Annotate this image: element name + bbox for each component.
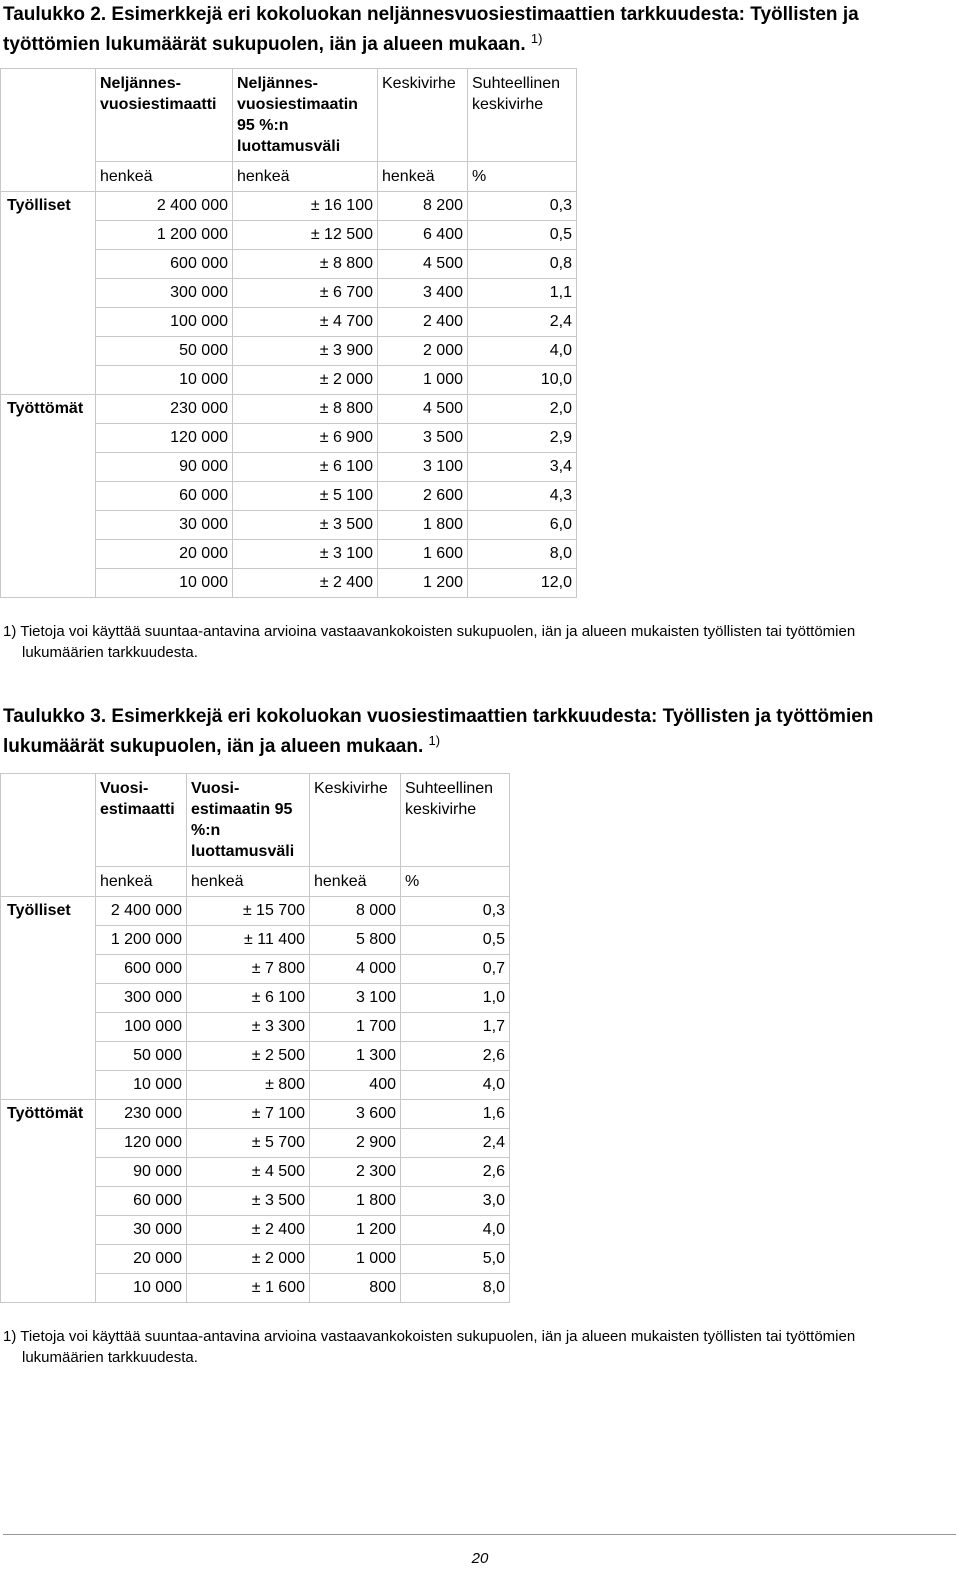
table2-cell: ± 4 700 — [233, 308, 378, 337]
table2-group-label-empty — [1, 482, 96, 511]
table2-group-label-empty — [1, 279, 96, 308]
table3-cell: 1 300 — [310, 1042, 401, 1071]
table2-cell: 0,8 — [468, 250, 577, 279]
table3-cell: 2 900 — [310, 1129, 401, 1158]
table3 — [0, 773, 510, 1303]
table3-header-corner — [1, 774, 96, 867]
table3-cell: ± 2 400 — [187, 1216, 310, 1245]
table3-cell: ± 1 600 — [187, 1274, 310, 1303]
table2-cell: ± 3 100 — [233, 540, 378, 569]
table3-cell: ± 15 700 — [187, 897, 310, 926]
table2-row — [1, 308, 577, 337]
table2-cell: 2,0 — [468, 395, 577, 424]
table3-cell: 5 800 — [310, 926, 401, 955]
table2-cell: 120 000 — [96, 424, 233, 453]
table3-row — [1, 1071, 510, 1100]
table3-cell: 1 800 — [310, 1187, 401, 1216]
table2-cell: ± 16 100 — [233, 192, 378, 221]
table2-cell: 1 800 — [378, 511, 468, 540]
table2-cell: 1,1 — [468, 279, 577, 308]
table3-header-2: Keskivirhe — [310, 774, 401, 867]
table3-group-label-empty — [1, 1245, 96, 1274]
table3-cell: 2 300 — [310, 1158, 401, 1187]
table2-group-label-empty — [1, 453, 96, 482]
table2-row — [1, 453, 577, 482]
table3-cell: 4,0 — [401, 1216, 510, 1245]
table2-cell: 2 000 — [378, 337, 468, 366]
table3-group-label-empty — [1, 984, 96, 1013]
table2-cell: 90 000 — [96, 453, 233, 482]
table2-footnote-line2: lukumäärien tarkkuudesta. — [22, 644, 198, 661]
table3-cell: 100 000 — [96, 1013, 187, 1042]
table3-cell: 50 000 — [96, 1042, 187, 1071]
table3-cell: ± 3 300 — [187, 1013, 310, 1042]
page-number: 20 — [471, 1550, 489, 1567]
table2-cell: 4 500 — [378, 250, 468, 279]
table3-cell: 10 000 — [96, 1274, 187, 1303]
table2-cell: 3 500 — [378, 424, 468, 453]
table2-cell: ± 5 100 — [233, 482, 378, 511]
table2-cell: 12,0 — [468, 569, 577, 598]
table3-cell: 3 600 — [310, 1100, 401, 1129]
table2-row — [1, 424, 577, 453]
table3-group-label-empty — [1, 955, 96, 984]
table3-cell: 800 — [310, 1274, 401, 1303]
table2-unit-0: henkeä — [96, 162, 233, 192]
table3-cell: 1 700 — [310, 1013, 401, 1042]
table3-row — [1, 897, 510, 926]
table3-unit-3: % — [401, 867, 510, 897]
table2 — [0, 68, 577, 598]
table2-cell: 3 400 — [378, 279, 468, 308]
table3-cell: 2,6 — [401, 1042, 510, 1071]
table2-cell: 100 000 — [96, 308, 233, 337]
table3-cell: 1,0 — [401, 984, 510, 1013]
table3-cell: ± 4 500 — [187, 1158, 310, 1187]
table3-group-label: Työlliset — [1, 897, 96, 926]
table2-cell: 6 400 — [378, 221, 468, 250]
table2-cell: 230 000 — [96, 395, 233, 424]
table3-unit-1: henkeä — [187, 867, 310, 897]
table2-group-label-empty — [1, 511, 96, 540]
table3-cell: 10 000 — [96, 1071, 187, 1100]
table2-cell: 8 200 — [378, 192, 468, 221]
table2-cell: ± 6 700 — [233, 279, 378, 308]
table2-header-2: Keskivirhe — [378, 69, 468, 162]
table3-cell: 1 200 000 — [96, 926, 187, 955]
table3-cell: ± 2 000 — [187, 1245, 310, 1274]
table3-cell: 2,4 — [401, 1129, 510, 1158]
table3-cell: ± 3 500 — [187, 1187, 310, 1216]
table2-cell: ± 6 100 — [233, 453, 378, 482]
table2-group-label-empty — [1, 221, 96, 250]
table2-caption-text: Taulukko 2. Esimerkkejä eri kokoluokan neljännesvuosiestimaattien tarkkuudesta: Työllisten ja työttömien lukumäärät sukupuolen, iän ja alueen mukaan. — [3, 4, 859, 55]
table3-row — [1, 1042, 510, 1071]
table3-cell: ± 7 800 — [187, 955, 310, 984]
table3-header-row — [1, 774, 510, 867]
table2-row — [1, 250, 577, 279]
footer-rule — [3, 1534, 956, 1535]
table2-row — [1, 482, 577, 511]
table3-cell: ± 800 — [187, 1071, 310, 1100]
table3-cell: ± 6 100 — [187, 984, 310, 1013]
table2-cell: ± 3 900 — [233, 337, 378, 366]
table3-cell: 60 000 — [96, 1187, 187, 1216]
table3-unit-corner — [1, 867, 96, 897]
table2-cell: 6,0 — [468, 511, 577, 540]
table3-row — [1, 1013, 510, 1042]
table3-header-3: Suhteellinen keskivirhe — [401, 774, 510, 867]
table3-cell: ± 7 100 — [187, 1100, 310, 1129]
table3-cell: 3,0 — [401, 1187, 510, 1216]
table2-group-label-empty — [1, 424, 96, 453]
table3-cell: 8 000 — [310, 897, 401, 926]
table2-group-label-empty — [1, 337, 96, 366]
table2-cell: 0,5 — [468, 221, 577, 250]
table2-footnote-line1: 1) Tietoja voi käyttää suuntaa-antavina arvioina vastaavankokoisten sukupuolen, iän ja alueen mukaisten työllisten tai työttömien — [3, 623, 856, 640]
table2-group-label-empty — [1, 540, 96, 569]
table3-cell: 4 000 — [310, 955, 401, 984]
table3-footnote-line1: 1) Tietoja voi käyttää suuntaa-antavina arvioina vastaavankokoisten sukupuolen, iän ja alueen mukaisten työllisten tai työttömien — [3, 1328, 856, 1345]
table3-cell: 30 000 — [96, 1216, 187, 1245]
table2-cell: 10,0 — [468, 366, 577, 395]
table3-cell: 8,0 — [401, 1274, 510, 1303]
table3-group-label-empty — [1, 1187, 96, 1216]
table3-cell: 1 200 — [310, 1216, 401, 1245]
table2-cell: 3,4 — [468, 453, 577, 482]
table2-row — [1, 569, 577, 598]
table2-group-label-empty — [1, 569, 96, 598]
table2-unit-2: henkeä — [378, 162, 468, 192]
table2-cell: 2 400 — [378, 308, 468, 337]
table2-unit-corner — [1, 162, 96, 192]
table3-row — [1, 1245, 510, 1274]
table2-group-label-empty — [1, 366, 96, 395]
table3-caption-footnote-ref: 1) — [428, 733, 441, 748]
table2-header-corner — [1, 69, 96, 162]
table2-group-label-empty — [1, 308, 96, 337]
table3-cell: 400 — [310, 1071, 401, 1100]
table2-cell: ± 8 800 — [233, 250, 378, 279]
table3-cell: ± 2 500 — [187, 1042, 310, 1071]
table3-caption-text: Taulukko 3. Esimerkkejä eri kokoluokan vuosiestimaattien tarkkuudesta: Työllisten ja työttömien lukumäärät sukupuolen, iän ja alueen mukaan. — [3, 706, 874, 757]
table3-cell: 20 000 — [96, 1245, 187, 1274]
table3-group-label-empty — [1, 1158, 96, 1187]
table3-row — [1, 1216, 510, 1245]
table3-row — [1, 1100, 510, 1129]
table3-cell: 0,5 — [401, 926, 510, 955]
table2-group-label: Työttömät — [1, 395, 96, 424]
table3-group-label-empty — [1, 1042, 96, 1071]
table2-cell: 1 600 — [378, 540, 468, 569]
table2-cell: 300 000 — [96, 279, 233, 308]
table3-footnote — [3, 1326, 953, 1368]
table2-unit-row — [1, 162, 577, 192]
table2-header-3: Suhteellinen keskivirhe — [468, 69, 577, 162]
table3-header-1: Vuosi-estimaatin 95 %:n luottamusväli — [187, 774, 310, 867]
table3-cell: 230 000 — [96, 1100, 187, 1129]
table3-cell: 90 000 — [96, 1158, 187, 1187]
table3-cell: 0,3 — [401, 897, 510, 926]
table3-row — [1, 955, 510, 984]
table3-cell: 0,7 — [401, 955, 510, 984]
table3-cell: 2,6 — [401, 1158, 510, 1187]
table3-caption — [3, 702, 958, 762]
table2-cell: ± 3 500 — [233, 511, 378, 540]
table3-row — [1, 1129, 510, 1158]
table2-group-label: Työlliset — [1, 192, 96, 221]
table3-row — [1, 926, 510, 955]
table2-cell: 2,9 — [468, 424, 577, 453]
table2-cell: 8,0 — [468, 540, 577, 569]
table3-cell: 1,7 — [401, 1013, 510, 1042]
table2-cell: ± 6 900 — [233, 424, 378, 453]
table2-header-1: Neljännes-vuosiestimaatin 95 %:n luottamusväli — [233, 69, 378, 162]
table3-cell: 300 000 — [96, 984, 187, 1013]
table3-unit-row — [1, 867, 510, 897]
table3-header-0: Vuosi-estimaatti — [96, 774, 187, 867]
table2-row — [1, 511, 577, 540]
table2-caption — [3, 0, 958, 60]
table3-group-label-empty — [1, 1274, 96, 1303]
table2-cell: 3 100 — [378, 453, 468, 482]
table3-unit-2: henkeä — [310, 867, 401, 897]
table2-unit-3: % — [468, 162, 577, 192]
table3-cell: 5,0 — [401, 1245, 510, 1274]
table2-cell: ± 8 800 — [233, 395, 378, 424]
table2-cell: 60 000 — [96, 482, 233, 511]
table2-cell: 4 500 — [378, 395, 468, 424]
table2-group-label-empty — [1, 250, 96, 279]
table2-cell: 2 400 000 — [96, 192, 233, 221]
table2-cell: 600 000 — [96, 250, 233, 279]
table3-cell: ± 5 700 — [187, 1129, 310, 1158]
table2-cell: ± 12 500 — [233, 221, 378, 250]
table3-cell: ± 11 400 — [187, 926, 310, 955]
table3-unit-0: henkeä — [96, 867, 187, 897]
table2-cell: 0,3 — [468, 192, 577, 221]
table2-row — [1, 366, 577, 395]
table3-row — [1, 1158, 510, 1187]
table3-footnote-line2: lukumäärien tarkkuudesta. — [22, 1349, 198, 1366]
table3-row — [1, 1187, 510, 1216]
table2-cell: 10 000 — [96, 569, 233, 598]
table2-cell: ± 2 000 — [233, 366, 378, 395]
table2-cell: 30 000 — [96, 511, 233, 540]
table3-group-label-empty — [1, 1071, 96, 1100]
table2-cell: 20 000 — [96, 540, 233, 569]
table3-group-label-empty — [1, 926, 96, 955]
table2-cell: 1 200 — [378, 569, 468, 598]
table2-header-0: Neljännes-vuosiestimaatti — [96, 69, 233, 162]
table3-group-label-empty — [1, 1129, 96, 1158]
table3-cell: 120 000 — [96, 1129, 187, 1158]
table2-row — [1, 540, 577, 569]
table3-cell: 1 000 — [310, 1245, 401, 1274]
table2-row — [1, 279, 577, 308]
table2-unit-1: henkeä — [233, 162, 378, 192]
table2-cell: 50 000 — [96, 337, 233, 366]
table3-cell: 2 400 000 — [96, 897, 187, 926]
table2-row — [1, 337, 577, 366]
table2-header-row — [1, 69, 577, 162]
table2-cell: 1 000 — [378, 366, 468, 395]
table3-row — [1, 1274, 510, 1303]
table2-cell: 2,4 — [468, 308, 577, 337]
table3-row — [1, 984, 510, 1013]
table2-cell: ± 2 400 — [233, 569, 378, 598]
table3-group-label: Työttömät — [1, 1100, 96, 1129]
table3-cell: 4,0 — [401, 1071, 510, 1100]
table2-row — [1, 395, 577, 424]
table2-footnote — [3, 621, 953, 663]
table3-cell: 3 100 — [310, 984, 401, 1013]
table3-cell: 600 000 — [96, 955, 187, 984]
table2-cell: 2 600 — [378, 482, 468, 511]
table2-cell: 4,0 — [468, 337, 577, 366]
table2-cell: 4,3 — [468, 482, 577, 511]
table2-cell: 10 000 — [96, 366, 233, 395]
table2-caption-footnote-ref: 1) — [530, 31, 543, 46]
table3-cell: 1,6 — [401, 1100, 510, 1129]
table2-cell: 1 200 000 — [96, 221, 233, 250]
table2-row — [1, 192, 577, 221]
table3-group-label-empty — [1, 1216, 96, 1245]
table3-group-label-empty — [1, 1013, 96, 1042]
table2-row — [1, 221, 577, 250]
